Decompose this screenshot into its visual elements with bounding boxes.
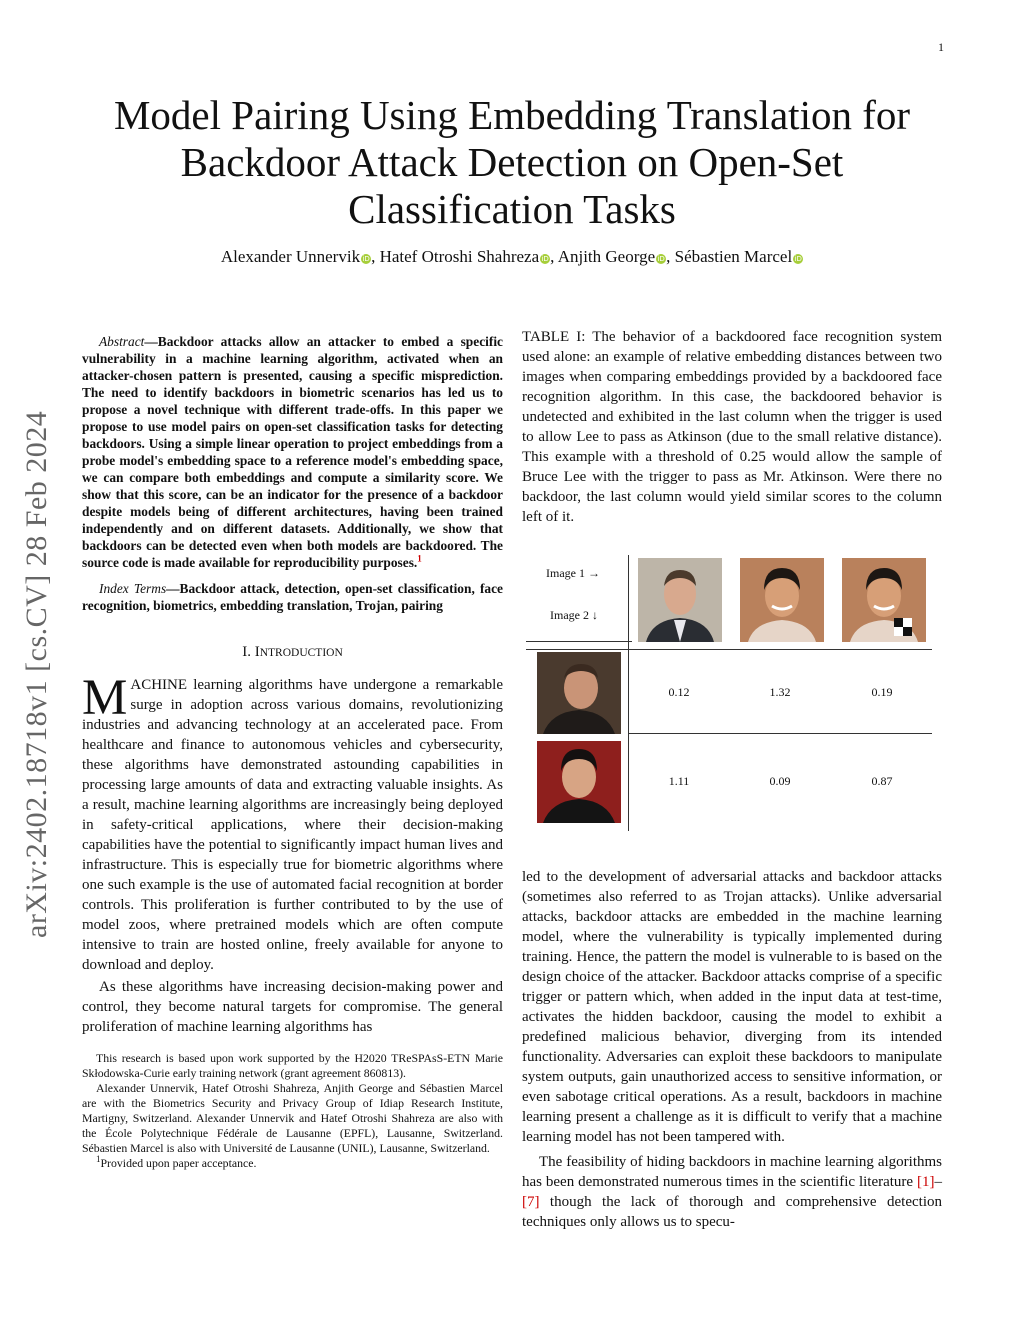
table-caption: TABLE I: The behavior of a backdoored face recognition system used alone: an example of relative embedding distances between two images when comparing embeddings provided by a backdoored face recognition algorithm. In this case, the backdoored behavior is undetected and exhibited in the last column when the trigger is used to allow Lee to pass as Atkinson (due to the small relative distance). This example with a threshold of 0.25 would allow the sample of Bruce Lee with the trigger to pass as Mr. Atkinson. Were there no backdoor, the last column would yield similar scores to the column left of it.: [522, 329, 942, 525]
orcid-icon[interactable]: iD: [541, 255, 549, 263]
bruce-lee-triggered-photo: [842, 558, 926, 642]
atkinson-row-photo: [537, 652, 621, 734]
intro-paragraph-2: As these algorithms have increasing decision-making power and control, they become natural targets for compromise. The general proliferation of machine learning algorithms has: [82, 979, 503, 1035]
score-cell: 0.12: [668, 685, 690, 699]
footnote-funding: This research is based upon work supported by the H2020 TReSPAsS-ETN Marie Skłodowska-Curie early training network (grant agreement 860813).: [82, 1051, 503, 1080]
abstract-text: —Backdoor attacks allow an attacker to embed a specific vulnerability in a machine learning algorithm, activated when an attacker-chosen pattern is presented, causing a specific misprediction. The need to identify backdoors in biometric scenarios has led us to propose a novel technique with different trade-offs. In this paper we propose to use model pairs on open-set classification tasks for detecting backdoors. Using a simple linear operation to project embeddings from a probe model's embedding space to a reference model's embedding space, we can compare both embeddings and compute a similarity score. We show that this score, can be an indicator for the presence of a backdoor despite models being of different architectures, having been trained independently and on different datasets. Additionally, we show that backdoors can be detected even when both models are backdoored. The source code is made available for reproducibility purposes.: [82, 334, 503, 570]
footnote-code-availability: $^1$Provided upon paper acceptance.: [96, 1154, 257, 1170]
image-1-label: Image 1 →: [546, 566, 600, 580]
score-cell: 0.09: [769, 774, 791, 788]
body-paragraph-2: The feasibility of hiding backdoors in machine learning algorithms has been demonstrated numerous times in the scientific literature [1]–[7] though the lack of thorough and comprehensive detection techniques only allows us to specu-: [522, 1154, 942, 1230]
orcid-icon[interactable]: iD: [794, 255, 802, 263]
score-cell: 0.19: [871, 685, 893, 699]
portrait-image: [842, 558, 926, 642]
divider: [628, 555, 629, 831]
table-1-figure: [522, 535, 942, 835]
paper-title-line-1: Model Pairing Using Embedding Translation for: [113, 92, 911, 138]
orcid-icon[interactable]: iD: [362, 255, 370, 263]
bruce-lee-photo: [740, 558, 824, 642]
portrait-image: [638, 558, 722, 642]
image-2-label: Image 2 ↓: [550, 608, 598, 622]
index-terms-label: Index Terms: [99, 581, 167, 596]
author-list: Alexander Unnervik iD, Hatef Otroshi Shahreza iD, Anjith George iD, Sébastien Marcel iD: [220, 247, 802, 266]
author-name: Alexander Unnervik: [220, 247, 361, 266]
drop-cap: M: [82, 670, 128, 726]
portrait-image: [537, 741, 621, 823]
right-column: [522, 327, 942, 1232]
abstract: [82, 333, 503, 571]
abstract-label: Abstract: [99, 334, 145, 349]
bruce-lee-row-photo: [537, 741, 621, 823]
page-number: 1: [938, 40, 944, 54]
citation-link[interactable]: [7]: [522, 1194, 540, 1210]
score-cell: 1.11: [668, 774, 690, 788]
orcid-icon[interactable]: iD: [657, 255, 665, 263]
portrait-image: [740, 558, 824, 642]
index-terms-text: —Backdoor attack, detection, open-set classification, face recognition, biometrics, embedding translation, Trojan, pairing: [82, 581, 503, 613]
footnote-ref[interactable]: 1: [417, 553, 422, 564]
author-name: Sébastien Marcel: [674, 247, 793, 266]
score-cell: 0.87: [871, 774, 893, 788]
author-name: Anjith George: [557, 247, 656, 266]
divider: [526, 649, 932, 650]
left-column: [82, 333, 503, 1171]
citation-link[interactable]: [1]: [917, 1174, 935, 1190]
portrait-image: [537, 652, 621, 734]
footnotes: [82, 1051, 503, 1171]
arxiv-identifier-stamp: arXiv:2402.18718v1 [cs.CV] 28 Feb 2024: [20, 410, 53, 938]
atkinson-photo: [638, 558, 722, 642]
body-paragraph-1: led to the development of adversarial attacks and backdoor attacks (sometimes also referred to as Trojan attacks). Unlike adversarial attacks, backdoor attacks are embedded in the machine learning model, where the vulnerability is typically implemented during training. Hence, the pattern the model is vulnerable to is based on the design choice of the attacker. Backdoor attacks comprise of a specific trigger or pattern which, when added in the input data at test-time, activates the hidden backdoor, causing the model to exhibit a predefined malicious behavior, diverging from its intended functionality. Adversaries can exploit these backdoors to manipulate system outputs, gain unauthorized access to sensitive information, or even sabotage critical operations. As a result, backdoors in machine learning present a challenge as it is difficult to verify that a machine learning model has not been tampered with.: [522, 869, 942, 1145]
trigger-pattern: [894, 618, 912, 636]
divider: [628, 733, 932, 734]
section-heading-introduction: I. INTRODUCTION: [242, 644, 343, 660]
score-cell: 1.32: [769, 685, 791, 699]
paper-title-line-2: Backdoor Attack Detection on Open-Set: [180, 139, 844, 185]
paper-title-line-3: Classification Tasks: [348, 186, 676, 232]
author-name: Hatef Otroshi Shahreza: [379, 247, 540, 266]
title-block: [0, 92, 1024, 267]
divider: [526, 641, 632, 642]
index-terms: [82, 580, 503, 614]
footnote-affiliations: Alexander Unnervik, Hatef Otroshi Shahreza, Anjith George and Sébastien Marcel are with the Biometrics Security and Privacy Group of Idiap Research Institute, Martigny, Switzerland. Alexander Unnervik and Hatef Otroshi Shahreza are also with the École Polytechnique Fédérale de Lausanne (EPFL), Lausanne, Switzerland. Sébastien Marcel is also with Université de Lausanne (UNIL), Lausanne, Switzerland.: [82, 1081, 503, 1155]
intro-paragraph-1: MACHINE learning algorithms have undergone a remarkable surge in adoption across various domains, revolutionizing industries and advancing technology at an accelerated pace. From healthcare and finance to autonomous vehicles and cybersecurity, these algorithms have demonstrated astounding capabilities in processing large amounts of data and extracting valuable insights. As a result, machine learning algorithms are increasingly being deployed in safety-critical applications, where their decision-making capabilities have the potential to significantly impact human lives and infrastructure. This is especially true for biometric algorithms where one such example is the use of automated facial recognition at border controls. This proliferation is further contributed to by the use of model zoos, where pretrained models which are often compute intensive to train are hosted online, freely available for anyone to download and deploy.: [82, 670, 503, 973]
